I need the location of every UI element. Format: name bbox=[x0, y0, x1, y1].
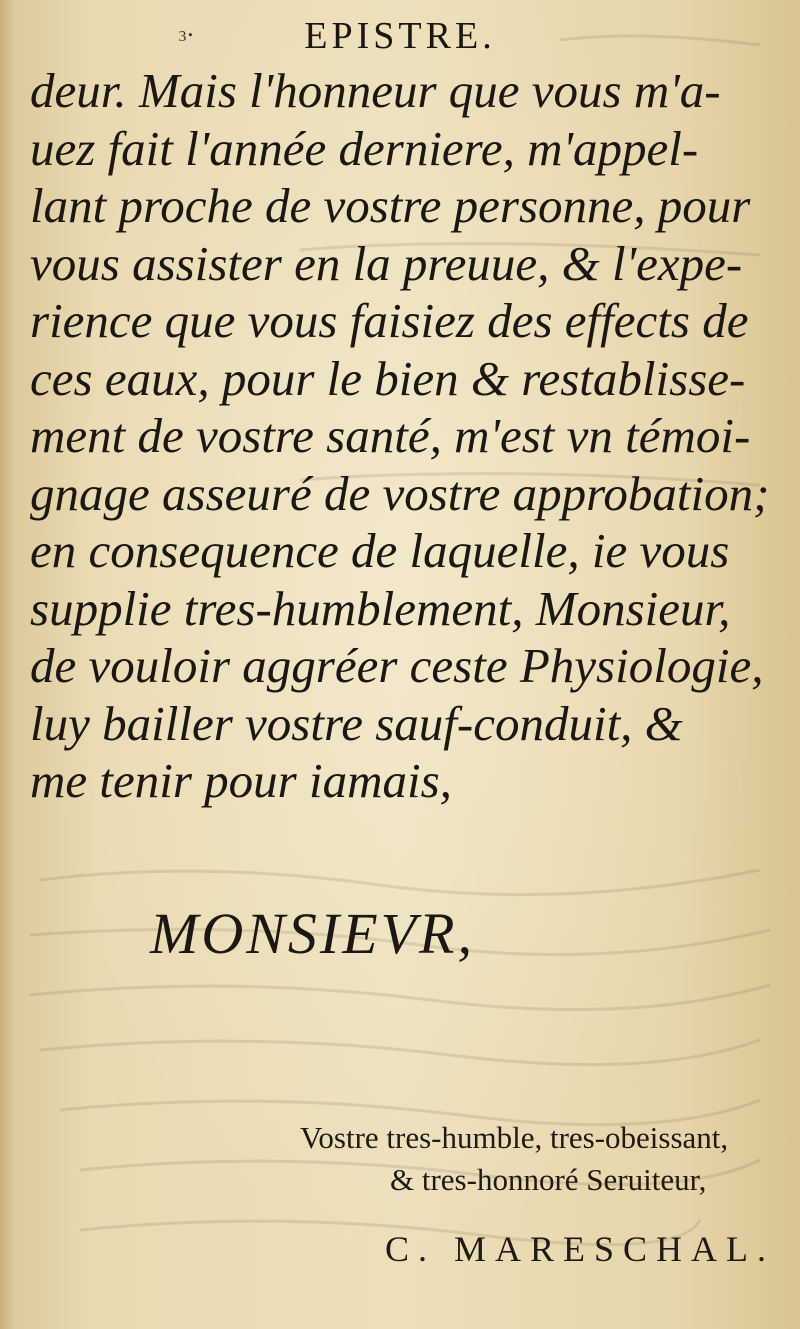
body-line: vous assister en la preuue, & l'expe- bbox=[30, 235, 743, 291]
body-line: deur. Mais l'honneur que vous m'a- bbox=[30, 63, 721, 118]
body-line: me tenir pour iamais, bbox=[30, 753, 452, 808]
author-signature: C. MARESCHAL. bbox=[385, 1229, 776, 1269]
signature-mark: ₃. bbox=[178, 13, 194, 42]
salutation: MONSIEVR, bbox=[150, 901, 475, 966]
body-text bbox=[30, 62, 770, 810]
body-line: gnage asseuré de vostre approbation; bbox=[30, 465, 770, 521]
closing-line: Vostre tres-humble, tres-obeissant, bbox=[300, 1120, 729, 1155]
body-line: lant proche de vostre personne, pour bbox=[30, 178, 751, 233]
body-line: ces eaux, pour le bien & restablisse- bbox=[30, 350, 746, 406]
body-line: luy bailler vostre sauf-conduit, & bbox=[30, 695, 683, 751]
body-line: rience que vous faisiez des effects de bbox=[30, 293, 749, 348]
closing-line: & tres-honnoré Seruiteur, bbox=[390, 1162, 707, 1197]
body-line: en consequence de laquelle, ie vous bbox=[30, 523, 730, 578]
body-line: uez fait l'année derniere, m'appel- bbox=[30, 120, 699, 176]
body-line: de vouloir aggréer ceste Physiologie, bbox=[30, 638, 764, 693]
page-gutter-shadow bbox=[0, 0, 14, 1329]
body-line: supplie tres-humblement, Monsieur, bbox=[30, 580, 731, 636]
running-header: EPISTRE. bbox=[304, 15, 496, 57]
body-line: ment de vostre santé, m'est vn témoi- bbox=[30, 408, 751, 463]
